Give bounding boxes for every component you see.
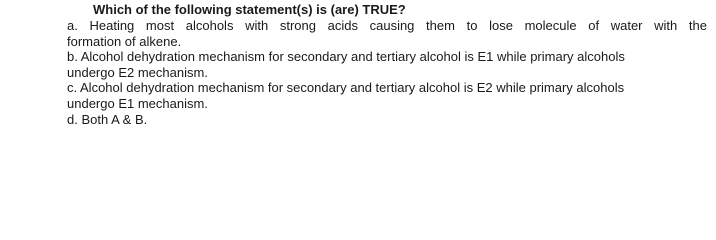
option-b-line-1: b. Alcohol dehydration mechanism for secondary and tertiary alcohol is E1 while primary alcohols xyxy=(67,49,625,65)
answer-options xyxy=(67,18,707,127)
question-block xyxy=(67,2,707,127)
option-c-line-1: c. Alcohol dehydration mechanism for secondary and tertiary alcohol is E2 while primary alcohols xyxy=(67,80,625,96)
option-b xyxy=(67,49,707,80)
option-d-line-1: d. Both A & B. xyxy=(67,111,148,127)
question-stem: Which of the following statement(s) is (are) TRUE? xyxy=(93,2,406,17)
option-a xyxy=(67,18,707,49)
option-b-line-2: undergo E2 mechanism. xyxy=(67,64,208,80)
option-a-line-2: formation of alkene. xyxy=(67,33,182,49)
option-c xyxy=(67,80,707,111)
option-a-line-1: a. Heating most alcohols with strong acids causing them to lose molecule of water with the xyxy=(67,18,707,33)
option-c-line-2: undergo E1 mechanism. xyxy=(67,95,208,111)
option-d xyxy=(67,112,707,128)
